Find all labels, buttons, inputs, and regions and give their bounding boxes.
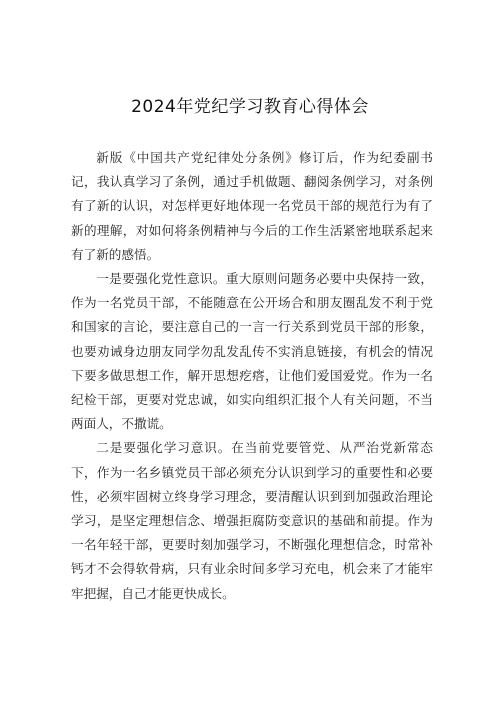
document-body [71, 146, 433, 606]
paragraph-party-spirit: 一是要强化党性意识。重大原则问题务必要中央保持一致，作为一名党员干部，不能随意在公开场合和朋友圈乱发不利于党和国家的言论，要注意自己的一言一行关系到党员干部的形象，也要劝诫身边朋友同学勿乱发乱传不实消息链接，有机会的情况下要多做思想工作，解开思想疙瘩，让他们爱国爱党。作为一名纪检干部，更要对党忠诚，如实向组织汇报个人有关问题，不当两面人，不撒谎。 [71, 271, 433, 432]
paragraph-intro: 新版《中国共产党纪律处分条例》修订后，作为纪委副书记，我认真学习了条例，通过手机做题、翻阅条例学习，对条例有了新的认识，对怎样更好地体现一名党员干部的规范行为有了新的理解，对如何将条例精神与今后的工作生活紧密地联系起来有了新的感悟。 [71, 150, 433, 262]
document-title: 2024年党纪学习教育心得体会 [131, 97, 369, 117]
paragraph-learning: 二是要强化学习意识。在当前党要管党、从严治党新常态下，作为一名乡镇党员干部必须充分认识到学习的重要性和必要性，必须牢固树立终身学习理念，要清醒认识到到加强政治理论学习，是坚定理想信念、增强拒腐防变意识的基础和前提。作为一名年轻干部，更要时刻加强学习，不断强化理想信念，时常补钙才不会得软骨病，只有业余时间多学习充电，机会来了才能牢牢把握，自己才能更快成长。 [71, 440, 433, 601]
